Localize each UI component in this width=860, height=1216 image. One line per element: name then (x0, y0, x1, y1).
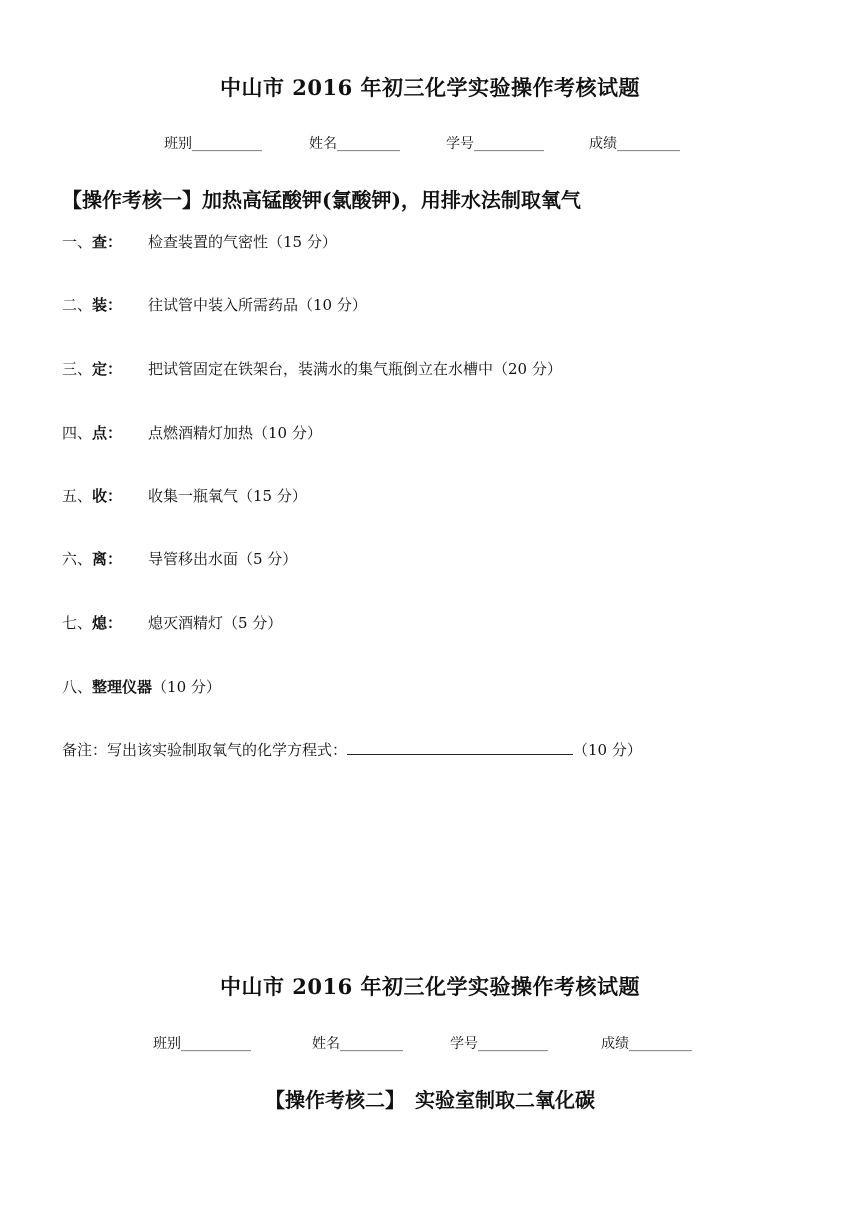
field-label: 班别 (153, 1036, 181, 1052)
step-number: 三、 (62, 360, 93, 378)
field-blank: _________ (629, 1036, 692, 1052)
step-text: （10 分） (152, 678, 221, 696)
step-text: 检查装置的气密性（15 分） (148, 233, 337, 251)
step-key: 查： (92, 233, 123, 251)
step-number: 二、 (62, 296, 93, 314)
step-item (62, 485, 307, 506)
step-key: 离： (92, 550, 123, 568)
note-line (62, 739, 642, 760)
step-item (62, 612, 282, 633)
step-item (62, 231, 337, 252)
exam1-heading: 【操作考核一】加热高锰酸钾(氯酸钾)，用排水法制取氧气 (62, 188, 581, 212)
field-label: 成绩 (601, 1036, 629, 1052)
field-blank: _________ (340, 1036, 403, 1052)
step-item (62, 358, 562, 379)
field-label: 班别 (164, 136, 192, 152)
step-text: 往试管中装入所需药品（10 分） (148, 296, 367, 314)
exam2-field-student-id[interactable] (450, 1033, 548, 1053)
field-blank: __________ (192, 136, 262, 152)
step-key: 定： (92, 360, 123, 378)
step-number: 五、 (62, 487, 93, 505)
field-blank: _________ (617, 136, 680, 152)
step-number: 六、 (62, 550, 93, 568)
exam2-field-class[interactable] (153, 1033, 251, 1053)
step-text: 点燃酒精灯加热（10 分） (148, 424, 322, 442)
exam1-field-score[interactable] (589, 133, 680, 153)
field-label: 姓名 (312, 1036, 340, 1052)
step-text: 导管移出水面（5 分） (148, 550, 298, 568)
step-number: 四、 (62, 424, 93, 442)
equation-answer-blank[interactable] (347, 739, 573, 755)
step-number: 七、 (62, 614, 93, 632)
field-blank: _________ (337, 136, 400, 152)
field-blank: __________ (181, 1036, 251, 1052)
step-item (62, 422, 322, 443)
field-label: 学号 (450, 1036, 478, 1052)
step-key: 熄： (92, 614, 123, 632)
field-blank: __________ (474, 136, 544, 152)
step-item (62, 294, 367, 315)
exam2-title: 中山市 2016 年初三化学实验操作考核试题 (219, 974, 641, 999)
step-item (62, 548, 297, 569)
step-number: 一、 (62, 233, 93, 251)
exam1-field-name[interactable] (309, 133, 400, 153)
step-item-8 (62, 676, 221, 697)
exam1-field-student-id[interactable] (446, 133, 544, 153)
exam1-title: 中山市 2016 年初三化学实验操作考核试题 (219, 75, 641, 100)
exam2-field-name[interactable] (312, 1033, 403, 1053)
note-suffix: （10 分） (573, 741, 642, 759)
step-key: 收： (92, 487, 123, 505)
note-prefix: 备注：写出该实验制取氧气的化学方程式： (62, 741, 348, 759)
exam2-heading: 【操作考核二】 实验室制取二氧化碳 (265, 1088, 595, 1112)
field-label: 成绩 (589, 136, 617, 152)
step-key: 装： (92, 296, 123, 314)
step-key: 点： (92, 424, 123, 442)
step-text: 把试管固定在铁架台，装满水的集气瓶倒立在水槽中（20 分） (148, 360, 562, 378)
field-label: 学号 (446, 136, 474, 152)
step-number: 八、 (62, 678, 93, 696)
exam1-field-class[interactable] (164, 133, 262, 153)
field-blank: __________ (478, 1036, 548, 1052)
step-text: 收集一瓶氧气（15 分） (148, 487, 307, 505)
step-text: 熄灭酒精灯（5 分） (148, 614, 283, 632)
step-key: 整理仪器 (92, 678, 153, 696)
field-label: 姓名 (309, 136, 337, 152)
exam2-field-score[interactable] (601, 1033, 692, 1053)
